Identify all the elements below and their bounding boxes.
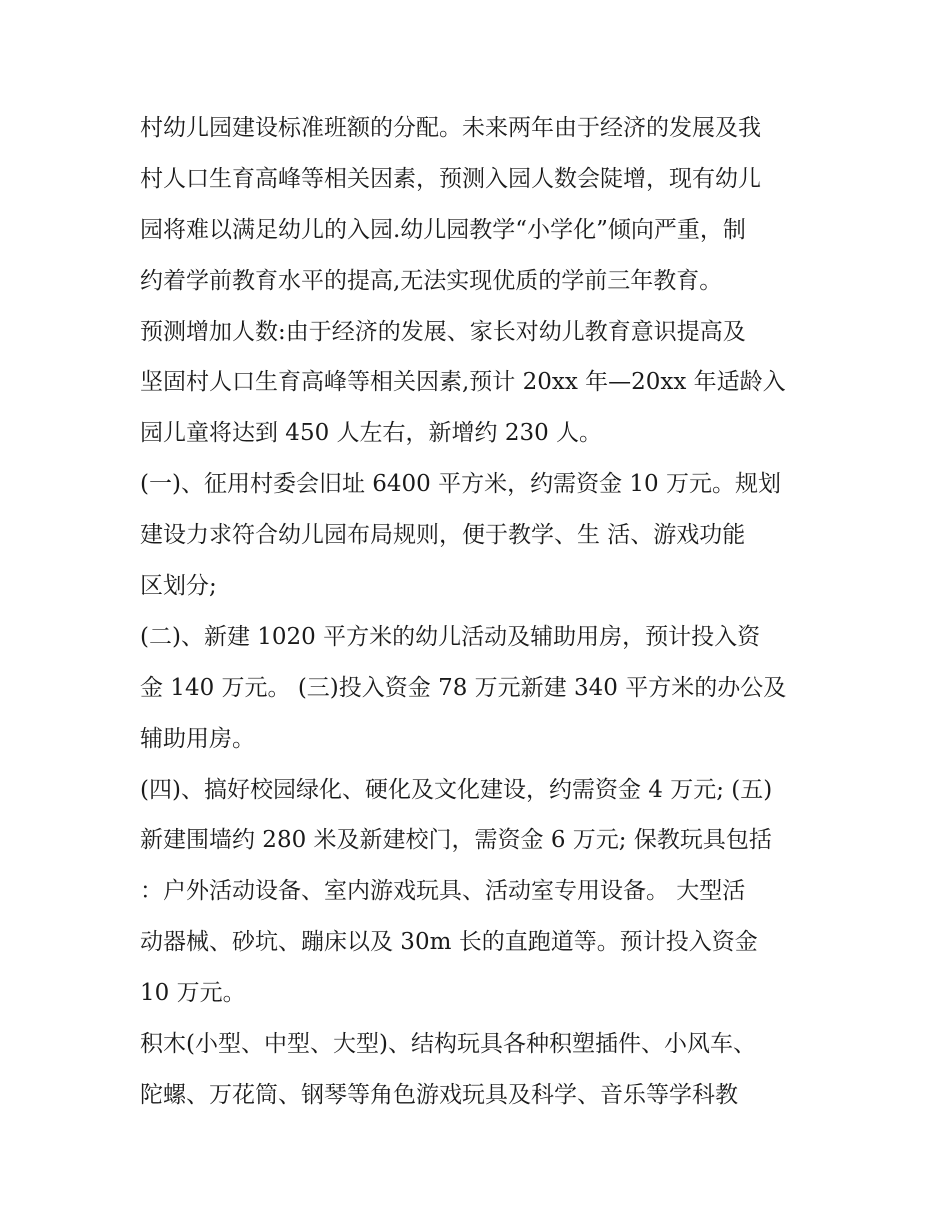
text-line: 村人口生育高峰等相关因素，预测入园人数会陡增，现有幼儿 xyxy=(140,165,761,192)
text-line: 约着学前教育水平的提高,无法实现优质的学前三年教育。 xyxy=(140,267,723,294)
text-line: 村幼儿园建设标准班额的分配。未来两年由于经济的发展及我 xyxy=(140,115,761,141)
text-line: ：户外活动设备、室内游戏玩具、活动室专用设备。 大型活 xyxy=(140,878,746,905)
text-line: (一)、征用村委会旧址 6400 平方米，约需资金 10 万元。规划 xyxy=(140,471,781,498)
text-line: 金 140 万元。 (三)投入资金 78 万元新建 340 平方米的办公及 xyxy=(140,674,787,701)
text-line: 动器械、砂坑、蹦床以及 30m 长的直跑道等。预计投入资金 xyxy=(140,929,758,956)
text-line: 建设力求符合幼儿园布局规则，便于教学、生 活、游戏功能 xyxy=(140,522,746,549)
text-line: 坚固村人口生育高峰等相关因素,预计 20xx 年—20xx 年适龄入 xyxy=(140,369,786,396)
text-line: 新建围墙约 280 米及新建校门，需资金 6 万元; 保教玩具包括 xyxy=(140,827,772,854)
text-line: 10 万元。 xyxy=(140,980,246,1007)
text-line: (二)、新建 1020 平方米的幼儿活动及辅助用房，预计投入资 xyxy=(140,623,761,650)
text-line: 区划分; xyxy=(140,573,217,600)
document-body xyxy=(140,103,820,1121)
text-line: 辅助用房。 xyxy=(140,725,255,752)
text-line: 园将难以满足幼儿的入园.幼儿园教学“小学化”倾向严重，制 xyxy=(140,216,746,243)
text-line: 陀螺、万花筒、钢琴等角色游戏玩具及科学、音乐等学科教 xyxy=(140,1081,738,1108)
text-line: 园儿童将达到 450 人左右，新增约 230 人。 xyxy=(140,420,603,447)
text-line: 积木(小型、中型、大型)、结构玩具各种积塑插件、小风车、 xyxy=(140,1031,756,1058)
text-line: (四)、搞好校园绿化、硬化及文化建设，约需资金 4 万元; (五) xyxy=(140,776,773,803)
text-line: 预测增加人数:由于经济的发展、家长对幼儿教育意识提高及 xyxy=(140,318,746,345)
